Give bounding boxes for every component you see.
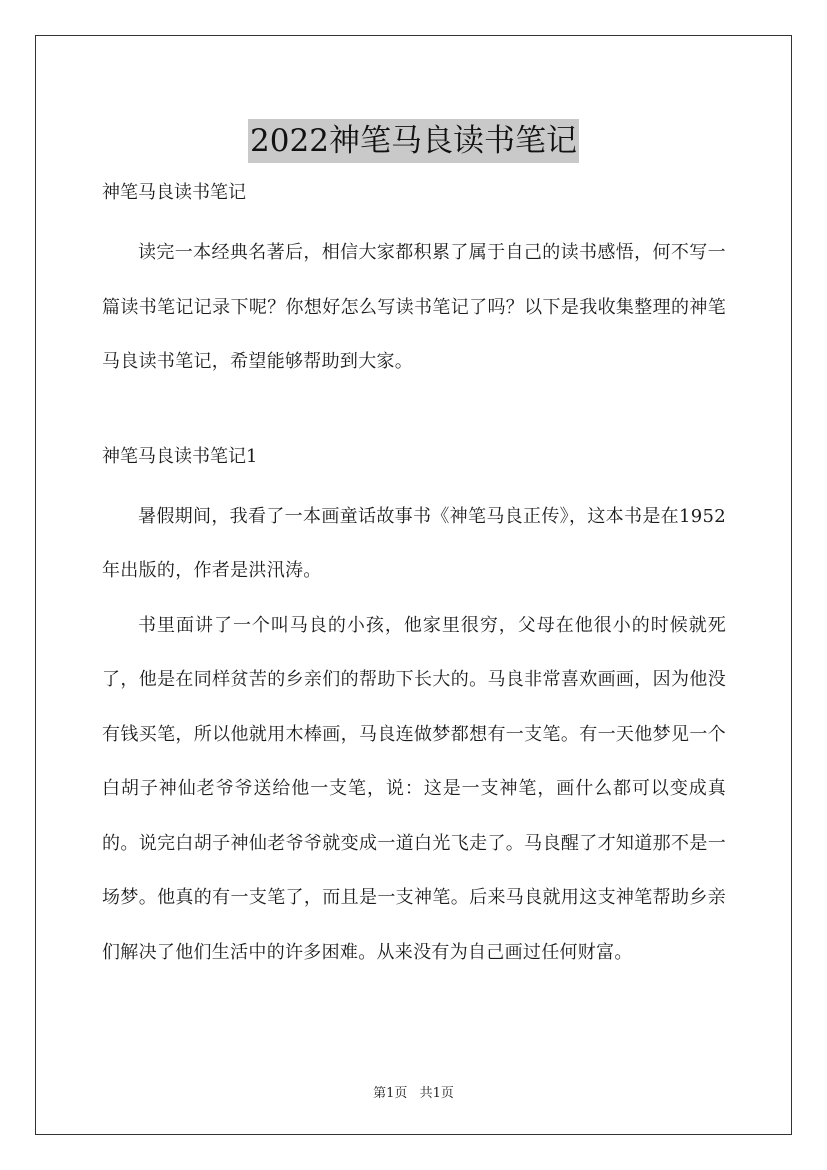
document-body xyxy=(102,172,726,980)
body-paragraph: 暑假期间，我看了一本画童话故事书《神笔马良正传》，这本书是在1952年出版的，作者是洪汛涛。 xyxy=(102,505,726,581)
intro-paragraph: 读完一本经典名著后，相信大家都积累了属于自己的读书感悟，何不写一篇读书笔记记录下呢？你想好怎么写读书笔记了吗？以下是我收集整理的神笔马良读书笔记，希望能够帮助到大家。 xyxy=(102,242,726,372)
document-title: 2022神笔马良读书笔记 xyxy=(248,119,579,163)
page-footer xyxy=(0,1082,827,1101)
page-total: 共1页 xyxy=(419,1086,454,1101)
title-container xyxy=(0,98,827,184)
page-number: 第1页 xyxy=(373,1086,408,1101)
section-heading: 神笔马良读书笔记1 xyxy=(102,445,258,467)
body-paragraph: 书里面讲了一个叫马良的小孩，他家里很穷，父母在他很小的时候就死了，他是在同样贫苦的乡亲们的帮助下长大的。马良非常喜欢画画，因为他没有钱买笔，所以他就用木棒画，马良连做梦都想有一支笔。有一天他梦见一个白胡子神仙老爷爷送给他一支笔，说：这是一支神笔，画什么都可以变成真的。说完白胡子神仙老爷爷就变成一道白光飞走了。马良醒了才知道那不是一场梦。他真的有一支笔了，而且是一支神笔。后来马良就用这支神笔帮助乡亲们解决了他们生活中的许多困难。从来没有为自己画过任何财富。 xyxy=(102,614,726,963)
document-subtitle: 神笔马良读书笔记 xyxy=(102,182,246,203)
